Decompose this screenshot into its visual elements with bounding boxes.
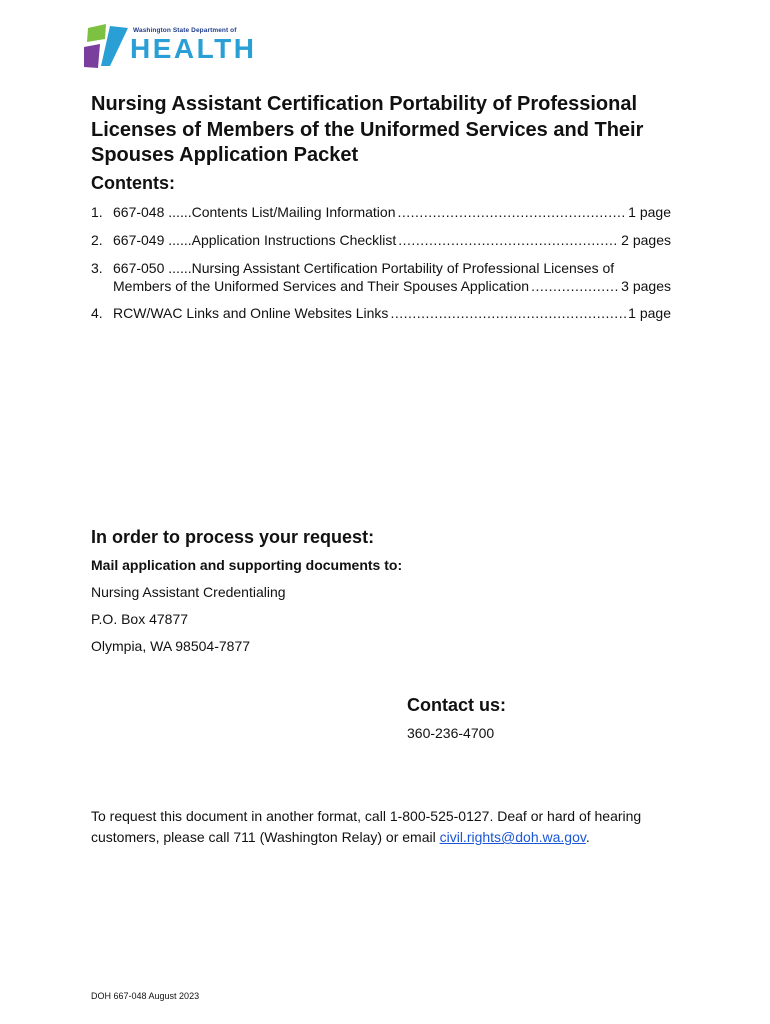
contents-item — [91, 202, 671, 222]
accessibility-note — [91, 806, 651, 848]
dot-leader — [397, 202, 626, 222]
address-line: P.O. Box 47877 — [91, 611, 189, 627]
contents-item-pages: 3 pages — [621, 278, 671, 294]
contents-item-text: RCW/WAC Links and Online Websites Links — [113, 305, 389, 321]
page-title: Nursing Assistant Certification Portability of Professional Licenses of Members of the Uniformed Services and Their Spouses Application Packet — [91, 93, 644, 166]
logo-green-shape — [87, 24, 106, 42]
address-line: Olympia, WA 98504-7877 — [91, 638, 251, 654]
accessibility-note-text: To request this document in another format, call 1-800-525-0127. Deaf or hard of hearing customers, please call 711 (Washington Relay) or email — [91, 808, 642, 845]
document-footer: DOH 667-048 August 2023 — [91, 991, 200, 1001]
contents-item-3-line1 — [91, 258, 614, 278]
dot-leader — [390, 303, 626, 323]
contents-item-text: Members of the Uniformed Services and Their Spouses Application — [113, 278, 530, 294]
address-line: Nursing Assistant Credentialing — [91, 584, 286, 600]
contents-item — [91, 276, 671, 296]
process-request-heading: In order to process your request: — [91, 527, 375, 547]
dot-leader — [398, 230, 619, 250]
contents-item-number: 1. — [91, 204, 103, 220]
logo-subtitle: Washington State Department of — [133, 27, 237, 34]
doh-logo-mark-icon — [84, 22, 132, 70]
contents-item-pages: 1 page — [628, 204, 671, 220]
contents-item-text-line1: 667-050 ......Nursing Assistant Certification Portability of Professional Licenses of — [113, 260, 615, 276]
contents-item-text: 667-049 ......Application Instructions Checklist — [113, 232, 397, 248]
contents-item-pages: 1 page — [628, 305, 671, 321]
dot-leader — [531, 276, 619, 296]
contents-item — [91, 230, 671, 250]
contact-phone: 360-236-4700 — [407, 725, 495, 741]
contact-heading: Contact us: — [407, 695, 506, 715]
contents-heading: Contents: — [91, 173, 175, 193]
contents-item-number: 3. — [91, 260, 103, 276]
accessibility-note-end: . — [585, 829, 590, 845]
contents-item-text: 667-048 ......Contents List/Mailing Information — [113, 204, 396, 220]
contents-item-pages: 2 pages — [621, 232, 671, 248]
logo-wordmark: HEALTH — [130, 33, 257, 64]
contents-item — [91, 303, 671, 323]
contents-item-number: 4. — [91, 305, 103, 321]
civil-rights-email-link[interactable]: civil.rights@doh.wa.gov — [439, 829, 586, 845]
logo-purple-shape — [84, 44, 100, 68]
doh-logo — [84, 22, 257, 70]
contents-item-number: 2. — [91, 232, 103, 248]
mail-instructions: Mail application and supporting documents to: — [91, 557, 403, 573]
